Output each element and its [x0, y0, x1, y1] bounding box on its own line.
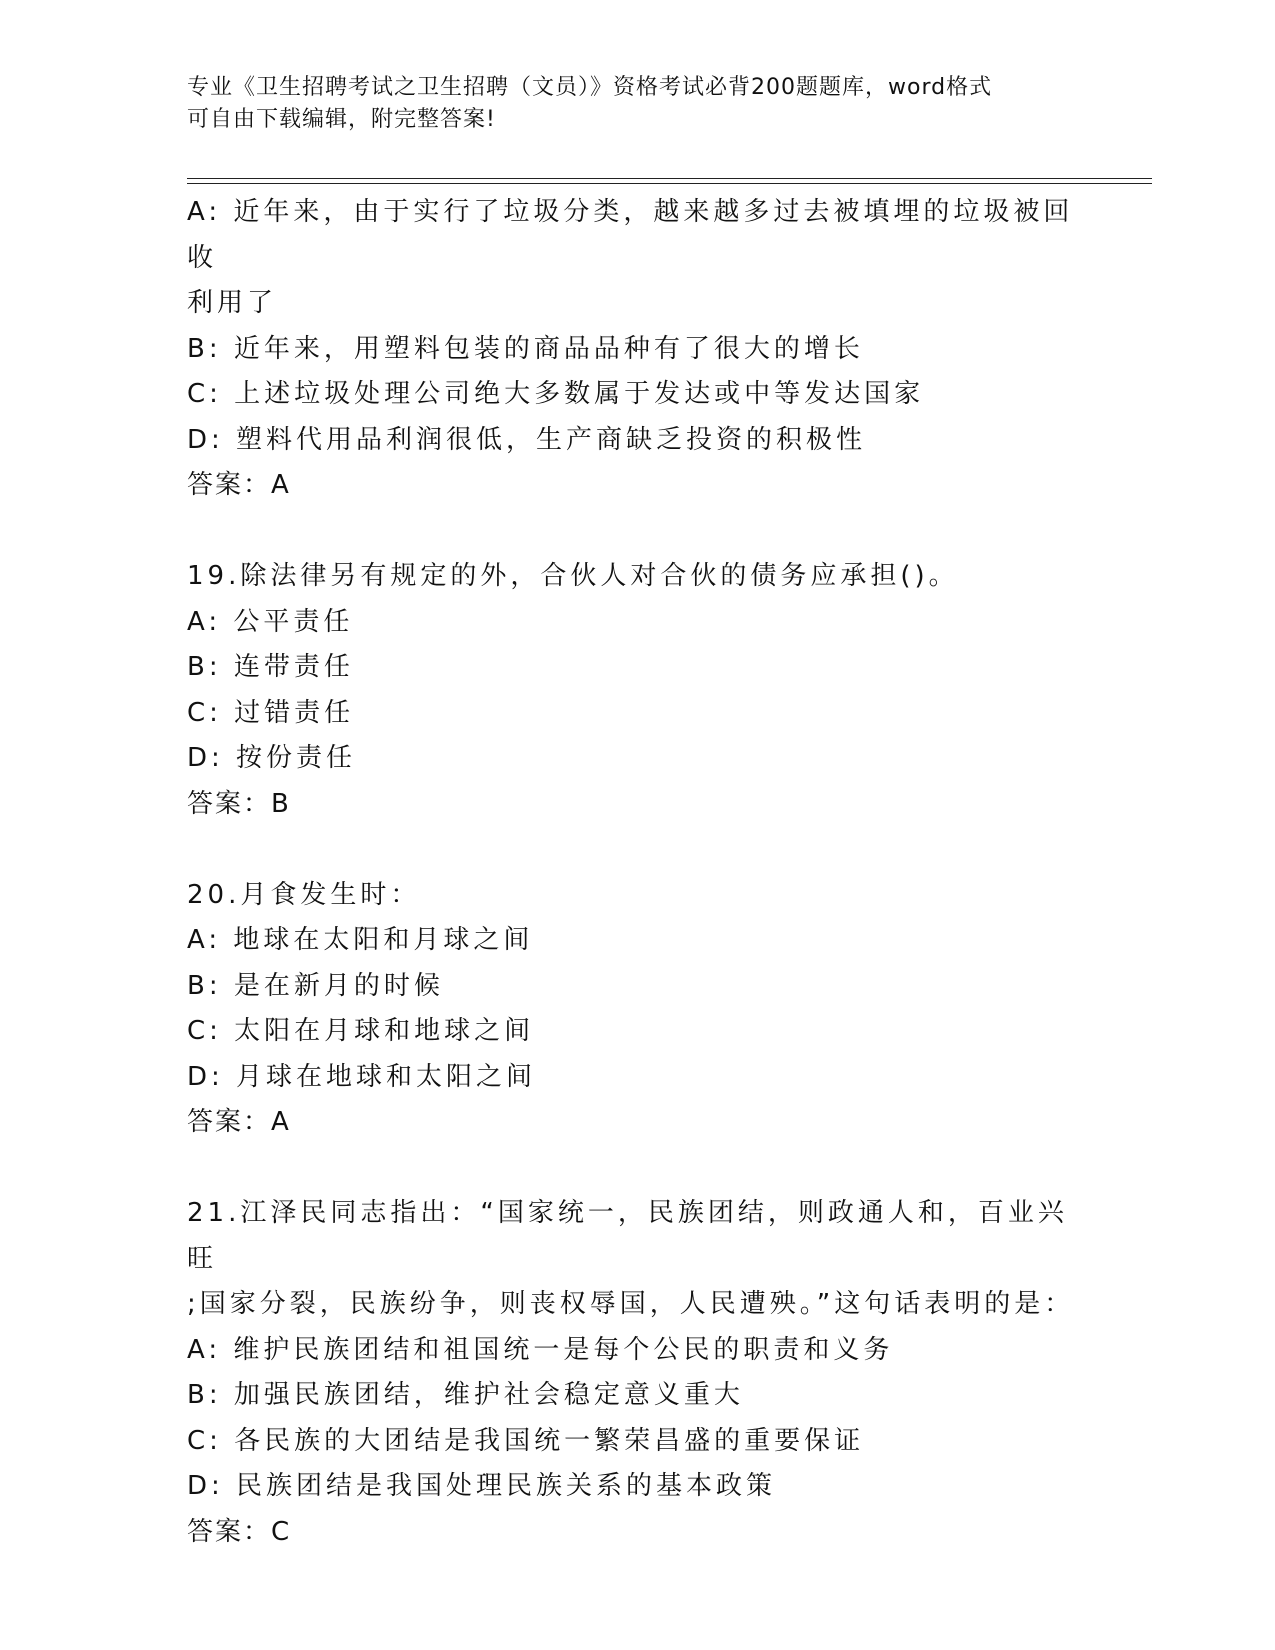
question-19: [187, 554, 1087, 827]
option-b: B: 是在新月的时候: [187, 970, 444, 1001]
option-d: D: 月球在地球和太阳之间: [187, 1061, 537, 1092]
option-a: A: 地球在太阳和月球之间: [187, 925, 534, 955]
option-b: B: 连带责任: [187, 652, 354, 682]
option-c: C: 太阳在月球和地球之间: [187, 1016, 535, 1046]
question-stem-line-2: ;国家分裂，民族纷争，则丧权辱国，人民遭殃。”这句话表明的是：: [187, 1289, 1075, 1319]
question-20: [187, 873, 1087, 1146]
document-header: [187, 72, 1067, 136]
header-divider-bottom: [187, 183, 1152, 184]
option-a: A: 公平责任: [187, 606, 354, 637]
option-a-line-1: A: 近年来，由于实行了垃圾分类，越来越多过去被填埋的垃圾被回收: [187, 197, 1074, 273]
spacer: [187, 509, 1087, 555]
option-a-line-2: 利用了: [187, 288, 278, 318]
header-divider-top: [187, 178, 1152, 179]
answer: 答案：C: [187, 1516, 292, 1547]
option-d: D: 塑料代用品利润很低，生产商缺乏投资的积极性: [187, 424, 867, 455]
answer: 答案：A: [187, 470, 291, 500]
spacer: [187, 827, 1087, 873]
question-stem: 19.除法律另有规定的外，合伙人对合伙的债务应承担()。: [187, 561, 959, 591]
option-d: D: 按份责任: [187, 743, 357, 773]
question-stem: 20.月食发生时：: [187, 879, 421, 910]
question-stem-line-1: 21.江泽民同志指出：“国家统一，民族团结，则政通人和，百业兴旺: [187, 1198, 1068, 1274]
option-b: B: 加强民族团结，维护社会稳定意义重大: [187, 1380, 744, 1410]
question-18: [187, 190, 1087, 509]
option-d: D: 民族团结是我国处理民族关系的基本政策: [187, 1471, 777, 1501]
option-a: A: 维护民族团结和祖国统一是每个公民的职责和义务: [187, 1334, 894, 1365]
option-c: C: 上述垃圾处理公司绝大多数属于发达或中等发达国家: [187, 379, 925, 409]
option-c: C: 过错责任: [187, 697, 355, 728]
option-b: B: 近年来，用塑料包装的商品品种有了很大的增长: [187, 333, 864, 364]
answer: 答案：A: [187, 1107, 291, 1137]
option-c: C: 各民族的大团结是我国统一繁荣昌盛的重要保证: [187, 1425, 865, 1456]
header-line-2: 可自由下载编辑，附完整答案!: [187, 107, 496, 132]
question-list: [187, 190, 1087, 1555]
answer: 答案：B: [187, 788, 291, 819]
spacer: [187, 1146, 1087, 1192]
header-line-1: 专业《卫生招聘考试之卫生招聘（文员）》资格考试必背200题题库，word格式: [187, 75, 993, 100]
question-21: [187, 1191, 1087, 1555]
